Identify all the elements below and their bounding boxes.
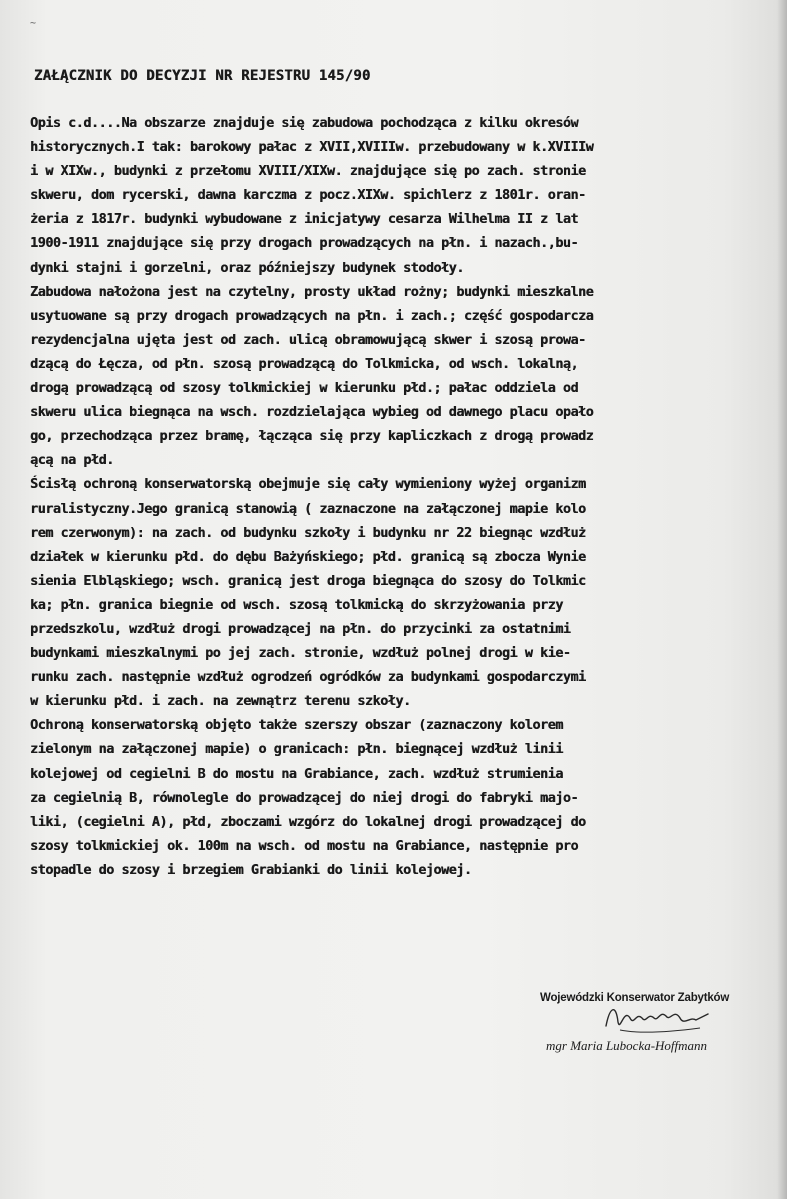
document-title: ZAŁĄCZNIK DO DECYZJI NR REJESTRU 145/90: [34, 68, 371, 84]
text-line: 1900-1911 znajdujące się przy drogach prowadzących na płn. i nazach.,bu-: [30, 236, 579, 252]
text-line: rezydencjalna ujęta jest od zach. ulicą obramowującą skwer i szosą prowa-: [30, 332, 586, 348]
text-line: w kierunku płd. i zach. na zewnątrz terenu szkoły.: [30, 694, 411, 710]
text-line: runku zach. następnie wzdłuż ogrodzeń ogródków za budynkami gospodarczymi: [30, 670, 586, 686]
text-line: przedszkolu, wzdłuż drogi prowadzącej na płn. do przycinki za ostatnimi: [30, 621, 571, 637]
signature-stamp-title: Wojewódzki Konserwator Zabytków: [540, 992, 730, 1004]
signatory-name: mgr Maria Lubocka-Hoffmann: [546, 1038, 708, 1053]
text-line: skweru ulica biegnąca na wsch. rozdzielająca wybieg od dawnego placu opało: [30, 405, 594, 421]
text-line: żeria z 1817r. budynki wybudowane z inicjatywy cesarza Wilhelma II z lat: [30, 212, 579, 228]
signature-block: [536, 990, 776, 1070]
text-line: dynki stajni i gorzelni, oraz późniejszy budynek stodoły.: [30, 260, 464, 276]
text-line: zielonym na załączonej mapie) o granicach: płn. biegnącej wzdłuż linii: [30, 742, 563, 758]
text-line: stopadle do szosy i brzegiem Grabianki do linii kolejowej.: [30, 862, 472, 878]
text-line: go, przechodząca przez bramę, łącząca się przy kapliczkach z drogą prowadz: [30, 429, 594, 445]
text-line: ruralistyczny.Jego granicą stanowią ( zaznaczone na załączonej mapie kolo: [30, 501, 586, 517]
text-line: skweru, dom rycerski, dawna karczma z pocz.XIXw. spichlerz z 1801r. oran-: [30, 188, 586, 204]
text-line: drogą prowadzącą od szosy tolkmickiej w kierunku płd.; pałac oddziela od: [30, 381, 579, 397]
handwritten-signature: [600, 996, 720, 1038]
text-line: usytuowane są przy drogach prowadzących na płn. i zach.; część gospodarcza: [30, 308, 594, 324]
scan-edge-shadow: [777, 0, 787, 1199]
text-line: kolejowej od cegielni B do mostu na Grabiance, zach. wzdłuż strumienia: [30, 766, 563, 782]
text-line: Ochroną konserwatorską objęto także szerszy obszar (zaznaczony kolorem: [30, 718, 563, 734]
text-line: historycznych.I tak: barokowy pałac z XVII,XVIIIw. przebudowany w k.XVIIIw: [30, 140, 594, 156]
text-line: szosy tolkmickiej ok. 100m na wsch. od mostu na Grabiance, następnie pro: [30, 838, 579, 854]
text-line: za cegielnią B, równolegle do prowadzącej do niej drogi do fabryki majo-: [30, 790, 579, 806]
text-line: budynkami mieszkalnymi po jej zach. stronie, wzdłuż polnej drogi w kie-: [30, 646, 571, 662]
text-line: ącą na płd.: [30, 453, 114, 469]
text-line: liki, (cegielni A), płd, zboczami wzgórz do lokalnej drogi prowadzącej do: [30, 814, 586, 830]
text-line: dzącą do Łęcza, od płn. szosą prowadzącą do Tolkmicka, od wsch. lokalną,: [30, 356, 579, 372]
text-line: i w XIXw., budynki z przełomu XVIII/XIXw. znajdujące się po zach. stronie: [30, 164, 586, 180]
text-line: Opis c.d....Na obszarze znajduje się zabudowa pochodząca z kilku okresów: [30, 116, 579, 131]
text-line: działek w kierunku płd. do dębu Bażyńskiego; płd. granicą są zbocza Wynie: [30, 549, 586, 565]
text-line: sienia Elbląskiego; wsch. granicą jest droga biegnąca do szosy do Tolkmic: [30, 573, 586, 589]
document-body: [30, 112, 787, 883]
text-line: rem czerwonym): na zach. od budynku szkoły i budynku nr 22 biegnąc wzdłuż: [30, 525, 586, 541]
text-line: Ścisłą ochroną konserwatorską obejmuje się cały wymieniony wyżej organizm: [30, 477, 586, 493]
text-line: ka; płn. granica biegnie od wsch. szosą tolkmicką do skrzyżowania przy: [30, 597, 563, 613]
text-line: Zabudowa nałożona jest na czytelny, prosty układ rożny; budynki mieszkalne: [30, 284, 594, 300]
corner-mark: ~: [30, 18, 37, 29]
